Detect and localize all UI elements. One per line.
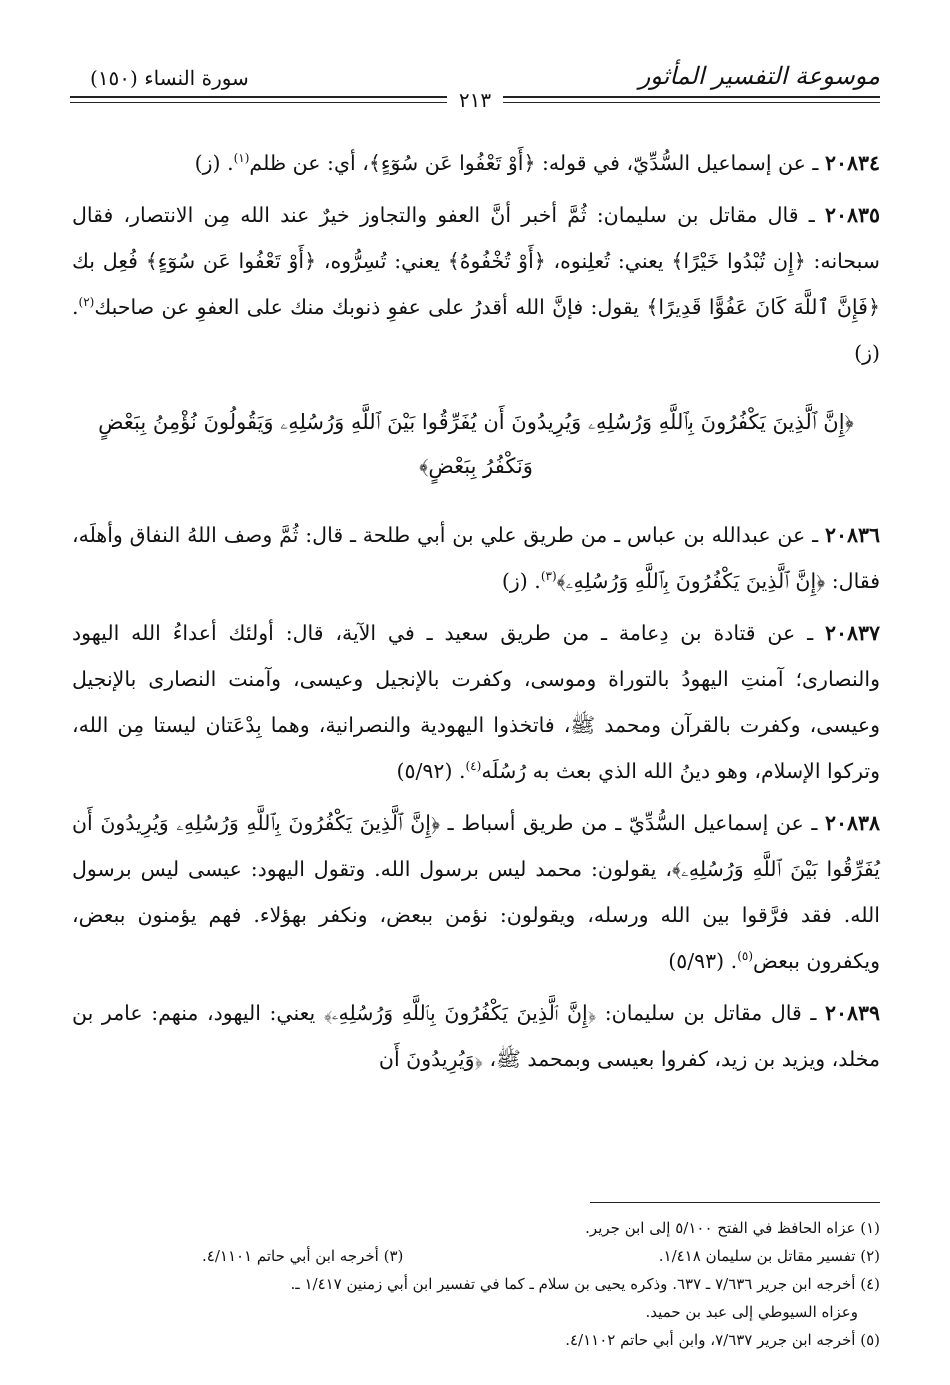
entry-tail: . (٥/٩٣) xyxy=(668,949,738,973)
footnote-marker: (٣) xyxy=(540,569,557,584)
entry-tail: . (ز) xyxy=(194,151,234,175)
footnote-5: (٥) أخرجه ابن جرير ٧/٦٣٧، وابن أبي حاتم ٤/١١٠٢. xyxy=(565,1331,880,1349)
footnote-3: (٣) أخرجه ابن أبي حاتم ٤/١١٠١. xyxy=(202,1247,404,1265)
book-title: موسوعة التفسير المأثور xyxy=(638,62,880,90)
entry-20839 xyxy=(72,990,880,1082)
entry-tail: . (٥/٩٢) xyxy=(396,759,466,783)
footnote-marker: (١) xyxy=(233,151,250,166)
footnote-4: (٤) أخرجه ابن جرير ٧/٦٣٦ ـ ٦٣٧. وذكره يحيى بن سلام ـ كما في تفسير ابن أبي زمنين ١/٤١٧ ـ. xyxy=(290,1275,880,1293)
entry-text: ـ عن قتادة بن دِعامة ـ من طريق سعيد ـ في الآية، قال: أولئك أعداءُ الله اليهود والنصارى؛ آمنتِ اليهودُ بالتوراة وموسى، وكفرت بالإنجيل وعيسى، وآمنت النصارى بالإنجيل وعيسى، وكفرت بالقرآن ومحمد ﷺ، فاتخذوا اليهودية والنصرانية، وهما بِدْعَتان ليستا مِن الله، وتركوا الإسلام، وهو دينُ الله الذي بعث به رُسُلَه xyxy=(72,621,880,783)
footnotes xyxy=(72,1216,880,1356)
entry-text: ـ قال مقاتل بن سليمان: ثُمَّ أخبر أنَّ العفو والتجاوز خيرٌ عند الله مِن الانتصار، فقال سبحانه: ﴿إِن تُبْدُوا خَيْرًا﴾ يعني: تُعلِنوه، ﴿أَوْ تُخْفُوهُ﴾ يعني: تُسِرُّوه، ﴿أَوْ تَعْفُوا عَن سُوٓءٍ﴾ فُعِل بك ﴿فَإِنَّ ٱللَّهَ كَانَ عَفُوًّا قَدِيرًا﴾ يقول: فإنَّ الله أقدرُ على عفوِ ذنوبك منك على العفوِ عن صاحبك xyxy=(72,203,880,319)
entry-number: ٢٠٨٣٦ xyxy=(824,523,880,547)
footnote-marker: (٤) xyxy=(465,759,482,774)
entry-number: ٢٠٨٣٥ xyxy=(824,203,880,227)
entry-number: ٢٠٨٣٤ xyxy=(824,151,880,175)
footnote-marker: (٢) xyxy=(78,295,95,310)
entry-number: ٢٠٨٣٨ xyxy=(824,811,880,835)
entry-20836 xyxy=(72,512,880,604)
surah-label: سورة النساء (١٥٠) xyxy=(90,66,249,90)
entry-text: ـ عن عبدالله بن عباس ـ من طريق علي بن أبي طلحة ـ قال: ثُمَّ وصف اللهُ النفاق وأهلَه، فقال: ﴿إِنَّ ٱلَّذِينَ يَكْفُرُونَ بِٱللَّهِ وَرُسُلِهِۦ﴾ xyxy=(72,523,880,593)
footnote-rule xyxy=(590,1202,880,1203)
footnote-4-continued: وعزاه السيوطي إلى عبد بن حميد. xyxy=(645,1303,858,1321)
page-number-wrap xyxy=(70,90,880,114)
page-number: ٢١٣ xyxy=(447,88,503,112)
entries-group xyxy=(72,512,880,1082)
entry-text: ـ قال مقاتل بن سليمان: ﴿إِنَّ ٱلَّذِينَ يَكْفُرُونَ بِٱللَّهِ وَرُسُلِهِۦ﴾ يعني: اليهود، منهم: عامر بن مخلد، ويزيد بن زيد، كفروا بعيسى وبمحمد ﷺ، ﴿وَيُرِيدُونَ أَن xyxy=(72,1001,880,1071)
footnote-marker: (٥) xyxy=(737,949,754,964)
entry-tail: . (ز) xyxy=(72,295,880,365)
footnote-1: (١) عزاه الحافظ في الفتح ٥/١٠٠ إلى ابن جرير. xyxy=(585,1219,880,1237)
entry-text: ـ عن إسماعيل السُّدِّيّ، في قوله: ﴿أَوْ تَعْفُوا عَن سُوٓءٍ﴾، أي: عن ظلم xyxy=(249,151,825,175)
page-header xyxy=(70,52,880,122)
quran-verse: ﴿إِنَّ ٱلَّذِينَ يَكْفُرُونَ بِٱللَّهِ وَرُسُلِهِۦ وَيُرِيدُونَ أَن يُفَرِّقُوا بَيْنَ ٱللَّهِ وَرُسُلِهِۦ وَيَقُولُونَ نُؤْمِنُ بِبَعْضٍ وَنَكْفُرُ بِبَعْضٍ﴾ xyxy=(98,410,854,478)
entry-20837 xyxy=(72,610,880,794)
entry-20838 xyxy=(72,800,880,984)
footnote-row xyxy=(72,1244,880,1272)
entry-tail: . (ز) xyxy=(501,569,541,593)
entry-number: ٢٠٨٣٩ xyxy=(824,1001,880,1025)
entry-text: ـ عن إسماعيل السُّدِّيّ ـ من طريق أسباط ـ ﴿إِنَّ ٱلَّذِينَ يَكْفُرُونَ بِٱللَّهِ وَرُسُلِهِۦ وَيُرِيدُونَ أَن يُفَرِّقُوا بَيْنَ ٱللَّهِ وَرُسُلِهِۦ﴾، يقولون: محمد ليس برسول الله. وتقول اليهود: عيسى ليس برسول الله. فقد فرَّقوا بين الله ورسله، ويقولون: نؤمن ببعض، ونكفر بهؤلاء. فهم يؤمنون ببعض، ويكفرون ببعض xyxy=(72,811,880,973)
entry-20834 xyxy=(72,140,880,186)
entry-number: ٢٠٨٣٧ xyxy=(824,621,880,645)
main-text xyxy=(72,140,880,1088)
entry-20835 xyxy=(72,192,880,376)
footnote-2: (٢) تفسير مقاتل بن سليمان ١/٤١٨. xyxy=(658,1247,880,1265)
